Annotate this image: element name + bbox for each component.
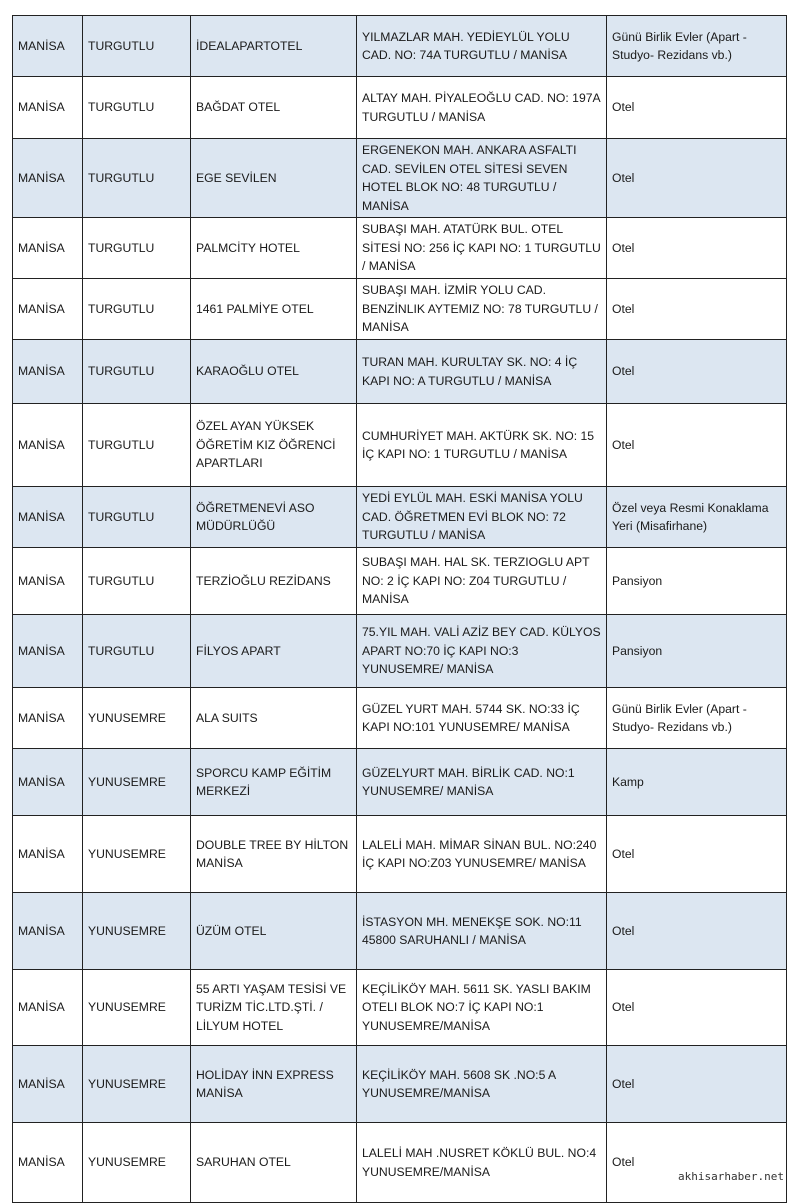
facility-name-cell: HOLİDAY İNN EXPRESS MANİSA (191, 1046, 357, 1123)
address-cell: SUBAŞI MAH. ATATÜRK BUL. OTEL SİTESİ NO: 256 İÇ KAPI NO: 1 TURGUTLU / MANİSA (357, 218, 607, 279)
district-cell: YUNUSEMRE (83, 1123, 191, 1203)
table-row (13, 688, 787, 749)
district-cell: YUNUSEMRE (83, 1046, 191, 1123)
table-row (13, 816, 787, 893)
address-cell: TURAN MAH. KURULTAY SK. NO: 4 İÇ KAPI NO: A TURGUTLU / MANİSA (357, 340, 607, 404)
city-cell: MANİSA (13, 893, 83, 970)
district-cell: TURGUTLU (83, 548, 191, 615)
table-row (13, 1123, 787, 1203)
table-row (13, 487, 787, 548)
table-row (13, 970, 787, 1046)
table-row (13, 139, 787, 218)
facility-name-cell: SARUHAN OTEL (191, 1123, 357, 1203)
facility-name-cell: BAĞDAT OTEL (191, 77, 357, 139)
facility-name-cell: KARAOĞLU OTEL (191, 340, 357, 404)
district-cell: TURGUTLU (83, 16, 191, 77)
facility-type-cell: Otel (607, 1123, 787, 1203)
city-cell: MANİSA (13, 749, 83, 816)
table-row (13, 893, 787, 970)
facility-type-cell: Otel (607, 218, 787, 279)
district-cell: TURGUTLU (83, 404, 191, 487)
district-cell: TURGUTLU (83, 279, 191, 340)
address-cell: 75.YIL MAH. VALİ AZİZ BEY CAD. KÜLYOS APART NO:70 İÇ KAPI NO:3 YUNUSEMRE/ MANİSA (357, 615, 607, 688)
facility-type-cell: Otel (607, 893, 787, 970)
table-row (13, 16, 787, 77)
district-cell: TURGUTLU (83, 340, 191, 404)
district-cell: YUNUSEMRE (83, 749, 191, 816)
address-cell: GÜZEL YURT MAH. 5744 SK. NO:33 İÇ KAPI NO:101 YUNUSEMRE/ MANİSA (357, 688, 607, 749)
table-row (13, 340, 787, 404)
address-cell: YILMAZLAR MAH. YEDİEYLÜL YOLU CAD. NO: 74A TURGUTLU / MANİSA (357, 16, 607, 77)
facility-type-cell: Günü Birlik Evler (Apart - Studyo- Rezidans vb.) (607, 688, 787, 749)
city-cell: MANİSA (13, 139, 83, 218)
table-row (13, 218, 787, 279)
facility-name-cell: İDEALAPARTOTEL (191, 16, 357, 77)
facility-name-cell: EGE SEVİLEN (191, 139, 357, 218)
address-cell: YEDİ EYLÜL MAH. ESKİ MANİSA YOLU CAD. ÖĞRETMEN EVİ BLOK NO: 72 TURGUTLU / MANİSA (357, 487, 607, 548)
address-cell: GÜZELYURT MAH. BİRLİK CAD. NO:1 YUNUSEMRE/ MANİSA (357, 749, 607, 816)
table-row (13, 77, 787, 139)
facility-type-cell: Pansiyon (607, 548, 787, 615)
address-cell: İSTASYON MH. MENEKŞE SOK. NO:11 45800 SARUHANLI / MANİSA (357, 893, 607, 970)
district-cell: TURGUTLU (83, 218, 191, 279)
table-row (13, 615, 787, 688)
facility-name-cell: SPORCU KAMP EĞİTİM MERKEZİ (191, 749, 357, 816)
facility-type-cell: Otel (607, 279, 787, 340)
address-cell: KEÇİLİKÖY MAH. 5608 SK .NO:5 A YUNUSEMRE/MANİSA (357, 1046, 607, 1123)
address-cell: KEÇİLİKÖY MAH. 5611 SK. YASLI BAKIM OTELI BLOK NO:7 İÇ KAPI NO:1 YUNUSEMRE/MANİSA (357, 970, 607, 1046)
city-cell: MANİSA (13, 1046, 83, 1123)
table-row (13, 279, 787, 340)
city-cell: MANİSA (13, 816, 83, 893)
city-cell: MANİSA (13, 615, 83, 688)
address-cell: LALELİ MAH .NUSRET KÖKLÜ BUL. NO:4 YUNUSEMRE/MANİSA (357, 1123, 607, 1203)
address-cell: SUBAŞI MAH. HAL SK. TERZIOGLU APT NO: 2 İÇ KAPI NO: Z04 TURGUTLU / MANİSA (357, 548, 607, 615)
facility-type-cell: Özel veya Resmi Konaklama Yeri (Misafirhane) (607, 487, 787, 548)
district-cell: TURGUTLU (83, 615, 191, 688)
city-cell: MANİSA (13, 688, 83, 749)
district-cell: TURGUTLU (83, 77, 191, 139)
facility-type-cell: Otel (607, 404, 787, 487)
city-cell: MANİSA (13, 218, 83, 279)
facility-name-cell: 55 ARTI YAŞAM TESİSİ VE TURİZM TİC.LTD.ŞTİ. / LİLYUM HOTEL (191, 970, 357, 1046)
address-cell: LALELİ MAH. MİMAR SİNAN BUL. NO:240 İÇ KAPI NO:Z03 YUNUSEMRE/ MANİSA (357, 816, 607, 893)
facility-type-cell: Günü Birlik Evler (Apart - Studyo- Rezidans vb.) (607, 16, 787, 77)
facility-name-cell: TERZİOĞLU REZİDANS (191, 548, 357, 615)
facility-name-cell: ÖĞRETMENEVİ ASO MÜDÜRLÜĞÜ (191, 487, 357, 548)
city-cell: MANİSA (13, 77, 83, 139)
facility-type-cell: Kamp (607, 749, 787, 816)
facility-type-cell: Otel (607, 970, 787, 1046)
facility-type-cell: Otel (607, 340, 787, 404)
table-row (13, 1046, 787, 1123)
city-cell: MANİSA (13, 279, 83, 340)
address-cell: SUBAŞI MAH. İZMİR YOLU CAD. BENZİNLIK AYTEMIZ NO: 78 TURGUTLU / MANİSA (357, 279, 607, 340)
city-cell: MANİSA (13, 404, 83, 487)
lodging-table-body (13, 16, 787, 1203)
facility-name-cell: ÜZÜM OTEL (191, 893, 357, 970)
facility-type-cell: Otel (607, 1046, 787, 1123)
address-cell: ERGENEKON MAH. ANKARA ASFALTI CAD. SEVİLEN OTEL SİTESİ SEVEN HOTEL BLOK NO: 48 TURGUTLU / MANİSA (357, 139, 607, 218)
city-cell: MANİSA (13, 16, 83, 77)
city-cell: MANİSA (13, 970, 83, 1046)
district-cell: YUNUSEMRE (83, 688, 191, 749)
district-cell: YUNUSEMRE (83, 816, 191, 893)
facility-name-cell: ALA SUITS (191, 688, 357, 749)
facility-name-cell: FİLYOS APART (191, 615, 357, 688)
facility-type-cell: Otel (607, 816, 787, 893)
district-cell: TURGUTLU (83, 487, 191, 548)
city-cell: MANİSA (13, 340, 83, 404)
table-row (13, 749, 787, 816)
district-cell: YUNUSEMRE (83, 893, 191, 970)
city-cell: MANİSA (13, 548, 83, 615)
address-cell: CUMHURİYET MAH. AKTÜRK SK. NO: 15 İÇ KAPI NO: 1 TURGUTLU / MANİSA (357, 404, 607, 487)
facility-name-cell: PALMCİTY HOTEL (191, 218, 357, 279)
facility-type-cell: Pansiyon (607, 615, 787, 688)
district-cell: YUNUSEMRE (83, 970, 191, 1046)
facility-name-cell: 1461 PALMİYE OTEL (191, 279, 357, 340)
address-cell: ALTAY MAH. PİYALEOĞLU CAD. NO: 197A TURGUTLU / MANİSA (357, 77, 607, 139)
city-cell: MANİSA (13, 1123, 83, 1203)
facility-name-cell: ÖZEL AYAN YÜKSEK ÖĞRETİM KIZ ÖĞRENCİ APARTLARI (191, 404, 357, 487)
table-row (13, 404, 787, 487)
facility-type-cell: Otel (607, 77, 787, 139)
city-cell: MANİSA (13, 487, 83, 548)
site-watermark: akhisarhaber.net (678, 1170, 784, 1183)
table-row (13, 548, 787, 615)
lodging-table (12, 15, 787, 1203)
facility-type-cell: Otel (607, 139, 787, 218)
facility-name-cell: DOUBLE TREE BY HİLTON MANİSA (191, 816, 357, 893)
district-cell: TURGUTLU (83, 139, 191, 218)
